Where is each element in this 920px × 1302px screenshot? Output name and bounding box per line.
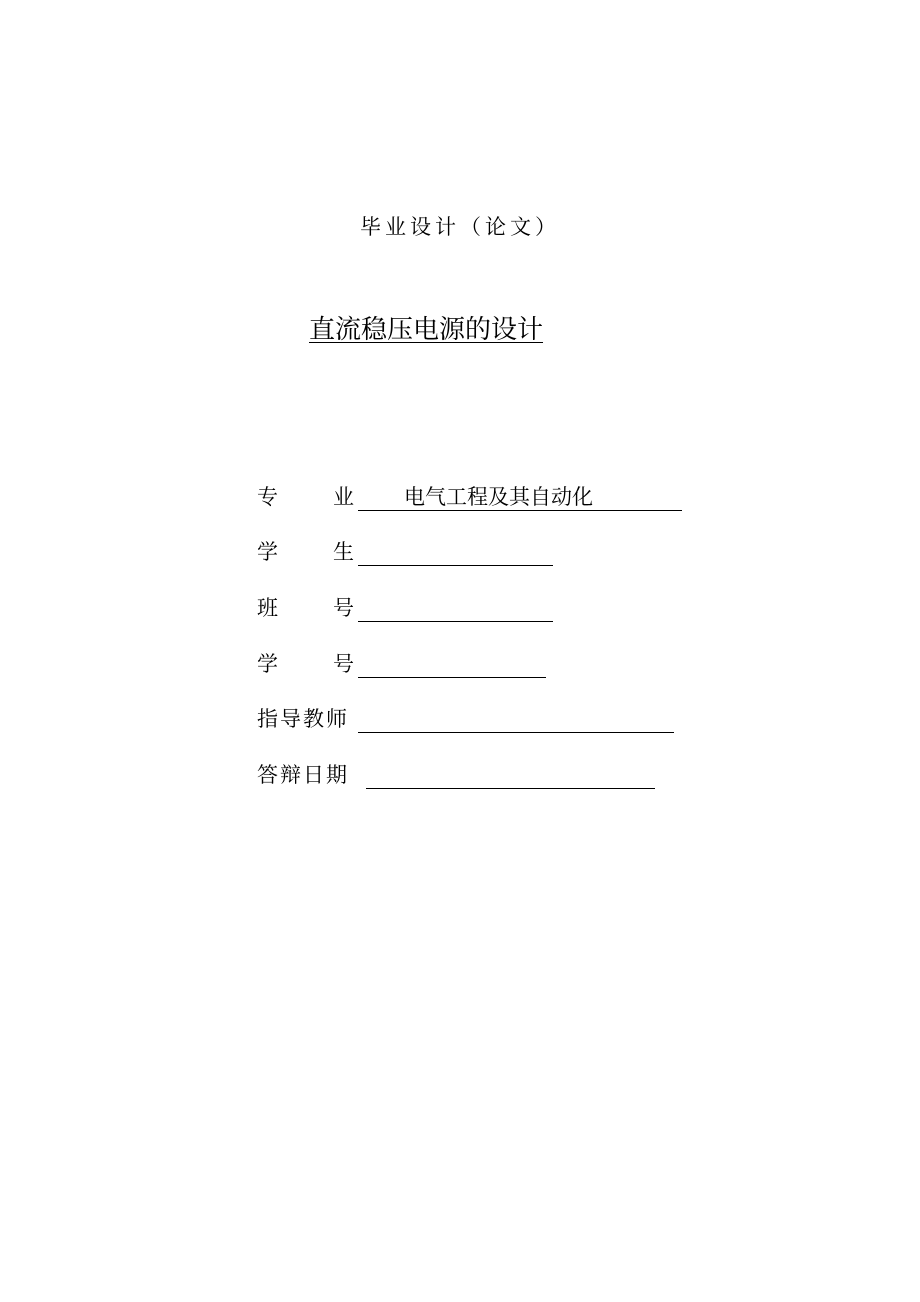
field-class-no [257, 593, 557, 623]
field-major-line[interactable] [358, 482, 682, 511]
field-advisor [257, 704, 677, 734]
field-advisor-label: 指导教师 [257, 707, 349, 731]
field-student [257, 537, 557, 567]
field-student-label-1: 学 [257, 540, 278, 564]
field-student-id-label-1: 学 [257, 652, 278, 676]
field-defense-date-label: 答辩日期 [257, 763, 349, 787]
field-defense-date-line[interactable] [366, 760, 655, 789]
field-class-no-label-2: 号 [333, 596, 354, 620]
field-advisor-line[interactable] [358, 704, 674, 733]
field-major-value: 电气工程及其自动化 [404, 485, 593, 509]
field-major [257, 482, 687, 512]
field-student-id [257, 649, 557, 679]
document-type-heading: 毕业设计（论文） [360, 215, 560, 239]
field-class-no-label-1: 班 [257, 596, 278, 620]
field-student-line[interactable] [358, 537, 553, 566]
field-student-id-line[interactable] [358, 649, 546, 678]
field-major-label-1: 专 [257, 485, 278, 509]
field-defense-date [257, 760, 657, 790]
thesis-title: 直流稳压电源的设计 [309, 315, 544, 345]
field-student-id-label-2: 号 [333, 652, 354, 676]
field-major-label-2: 业 [333, 485, 354, 509]
field-class-no-line[interactable] [358, 593, 553, 622]
field-student-label-2: 生 [333, 540, 354, 564]
